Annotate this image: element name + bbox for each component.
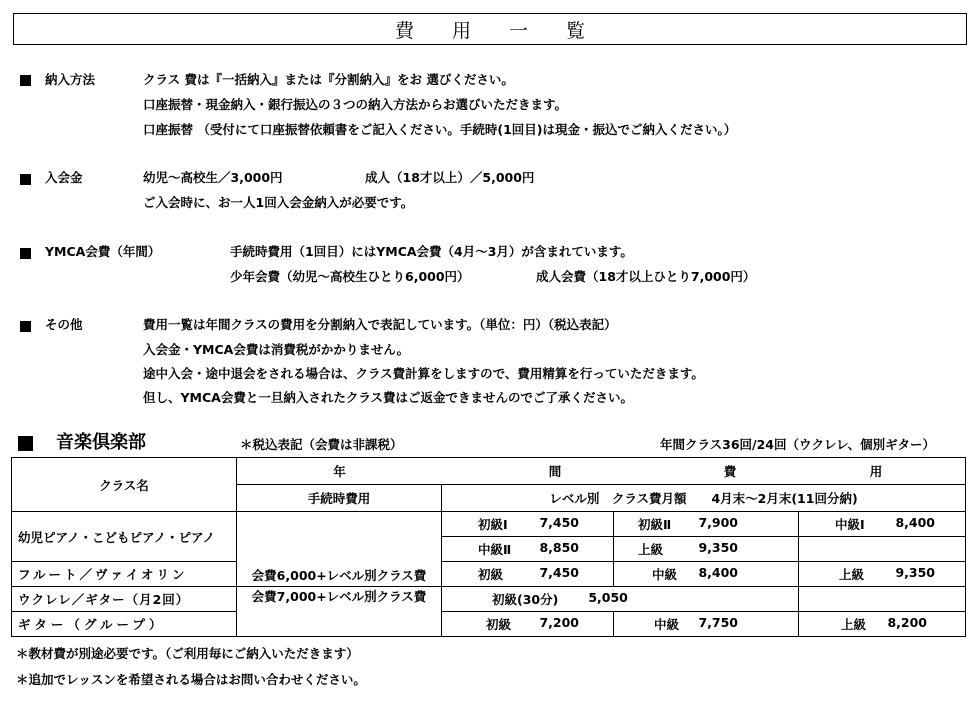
ymca-adult-fee: 成人会費（18才以上ひとり7,000円） — [536, 269, 756, 284]
level-name: 初級(30分) — [492, 591, 559, 607]
admission-child-fee: 幼児～高校生／3,000円 — [143, 170, 283, 185]
header-level-monthly: レベル別 クラス費月額 4月末～2月末(11回分納) — [442, 485, 966, 512]
guitar-level-cell — [614, 611, 799, 636]
level-name: 上級 — [638, 542, 664, 558]
ymca-youth-fee: 少年会費（幼児～高校生ひとり6,000円） — [230, 269, 470, 284]
annual-note: 年間クラス36回/24回（ウクレレ、個別ギター） — [660, 437, 936, 452]
footnote: ＊追加でレッスンを希望される場合はお問い合わせください。 — [16, 672, 366, 687]
flute-level-cell — [614, 562, 799, 587]
level-price: 8,200 — [887, 614, 928, 630]
other-line: 入会金・YMCA会費は消費税がかかりません。 — [143, 342, 410, 357]
payment-line: 口座振替・現金納入・銀行振込の３つの納入方法からお選びいただきます。 — [143, 97, 568, 112]
level-name: 初級Ⅱ — [638, 517, 672, 533]
fee-group-2: 会費7,000+レベル別クラス費 — [237, 587, 442, 637]
level-price: 8,400 — [895, 515, 936, 531]
header-class-name: クラス名 — [12, 458, 237, 512]
level-name: 上級 — [839, 567, 865, 583]
piano-level-cell — [442, 512, 614, 537]
music-fee-table — [11, 457, 966, 637]
level-price: 7,750 — [698, 614, 738, 630]
level-name: 初級 — [486, 616, 512, 632]
header-hi: 費 — [723, 464, 737, 480]
ukulele-level-cell — [442, 587, 799, 612]
level-price: 7,200 — [539, 614, 579, 630]
guitar-level-cell — [442, 611, 614, 636]
piano-level-cell — [799, 512, 966, 537]
class-flute: フルート／ヴァイオリン — [12, 562, 237, 587]
level-price: 8,400 — [698, 565, 738, 581]
section-head-other: その他 — [45, 317, 83, 332]
admission-adult-fee: 成人（18才以上）／5,000円 — [365, 170, 535, 185]
payment-line: 口座振替 （受付にて口座振替依頼書をご記入ください。手続時(1回目)は現金・振込でご納入ください。） — [143, 122, 737, 137]
flute-level-cell — [442, 562, 614, 587]
piano-level-cell — [442, 537, 614, 562]
level-price: 7,450 — [539, 565, 579, 581]
section-bullet — [20, 75, 31, 86]
empty-cell — [799, 537, 966, 562]
fee-group-1: 会費6,000+レベル別クラス費 — [237, 512, 442, 587]
header-you: 用 — [869, 464, 883, 480]
section-bullet — [20, 321, 31, 332]
header-kan: 間 — [548, 464, 562, 480]
tax-note: ＊税込表記（会費は非課税） — [240, 437, 403, 452]
section-bullet — [20, 248, 31, 259]
admission-note: ご入会時に、お一人1回入会金納入が必要です。 — [143, 195, 414, 210]
level-price: 9,350 — [698, 540, 738, 556]
other-line: 途中入会・途中退会をされる場合は、クラス費計算をしますので、費用精算を行っていただきます。 — [143, 366, 704, 381]
header-tetsuzuki: 手続時費用 — [237, 485, 442, 512]
section-head-ymca: YMCA会費（年間） — [45, 244, 161, 259]
level-name: 中級 — [654, 616, 680, 632]
flute-level-cell — [799, 562, 966, 587]
class-ukulele: ウクレレ／ギター（月2回） — [12, 587, 237, 612]
empty-cell — [799, 587, 966, 612]
other-line: 但し、YMCA会費と一旦納入されたクラス費はご返金できませんのでご了承ください。 — [143, 390, 633, 405]
footnote: ＊教材費が別途必要です。（ご利用毎にご納入いただきます） — [16, 646, 359, 661]
piano-level-cell — [614, 537, 799, 562]
header-nen: 年 — [333, 464, 346, 480]
section-head-admission: 入会金 — [45, 170, 83, 185]
level-price: 5,050 — [588, 589, 628, 605]
section-head-payment: 納入方法 — [45, 72, 96, 87]
section-bullet — [20, 174, 31, 185]
level-name: 初級Ⅰ — [478, 517, 508, 533]
page-title-box — [13, 13, 967, 45]
page-title: 費 用 一 覧 — [394, 19, 585, 42]
header-annual-fee — [237, 458, 966, 485]
music-heading-square — [18, 436, 33, 451]
music-heading: 音楽倶楽部 — [56, 432, 146, 453]
level-price: 7,450 — [539, 515, 579, 531]
piano-level-cell — [614, 512, 799, 537]
level-name: 中級Ⅱ — [478, 542, 512, 558]
payment-line: クラス 費は『一括納入』または『分割納入』をお 選びください。 — [143, 72, 514, 87]
level-price: 7,900 — [698, 515, 738, 531]
level-name: 上級 — [841, 616, 867, 632]
other-line: 費用一覧は年間クラスの費用を分割納入で表記しています。（単位：円）（税込表記） — [143, 317, 617, 332]
class-guitar-group: ギター（グループ） — [12, 611, 237, 636]
level-name: 中級Ⅰ — [835, 517, 865, 533]
level-name: 初級 — [478, 567, 504, 583]
level-name: 中級 — [652, 567, 678, 583]
level-price: 9,350 — [895, 565, 936, 581]
ymca-line: 手続時費用（1回目）にはYMCA会費（4月～3月）が含まれています。 — [230, 244, 633, 259]
guitar-level-cell — [799, 611, 966, 636]
class-piano: 幼児ピアノ・こどもピアノ・ピアノ — [12, 512, 237, 562]
level-price: 8,850 — [539, 540, 579, 556]
